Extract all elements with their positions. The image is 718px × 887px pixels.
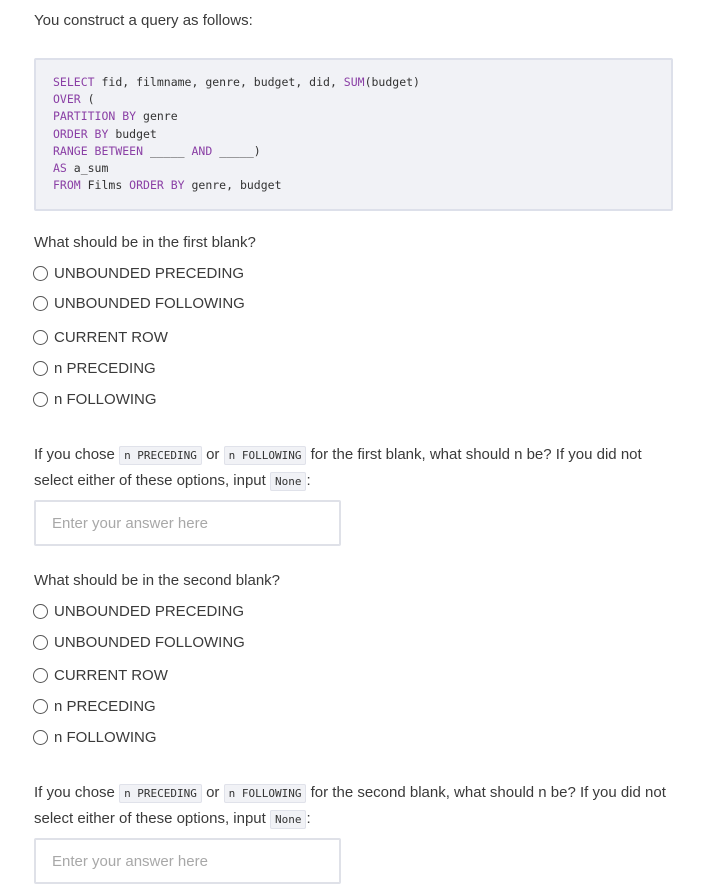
- code-text: fid, filmname, genre, budget, did,: [94, 75, 344, 89]
- question-second-n-value: [34, 780, 679, 832]
- keyword: OVER: [53, 92, 81, 107]
- code-line-6: [53, 160, 654, 177]
- question-text: for the second blank, what should n be? If you did not select either of these options, input: [34, 784, 666, 827]
- code-text: Films: [80, 178, 130, 193]
- intro-text: You construct a query as follows:: [34, 12, 253, 29]
- question-first-blank: What should be in the first blank?: [34, 234, 256, 251]
- option-label: n FOLLOWING: [54, 728, 157, 746]
- code-text: (budget): [364, 75, 420, 89]
- question-text: If you chose: [34, 446, 120, 463]
- inline-code: n FOLLOWING: [224, 784, 307, 803]
- radio-button[interactable]: [33, 635, 48, 650]
- q3-option-current-row[interactable]: [33, 665, 168, 685]
- code-text: genre, budget: [184, 178, 282, 193]
- code-text: genre: [136, 109, 178, 124]
- keyword: RANGE BETWEEN: [53, 143, 144, 158]
- inline-code: None: [270, 810, 307, 829]
- question-text: or: [201, 446, 224, 463]
- keyword: SELECT: [53, 75, 95, 89]
- radio-button[interactable]: [33, 361, 48, 376]
- question-text: :: [306, 472, 311, 489]
- q1-option-unbounded-preceding[interactable]: [33, 263, 244, 283]
- keyword: ORDER BY: [129, 178, 185, 193]
- q1-option-unbounded-following[interactable]: [33, 293, 245, 313]
- inline-code: n FOLLOWING: [224, 446, 307, 465]
- radio-button[interactable]: [33, 604, 48, 619]
- sql-query: [53, 74, 654, 194]
- q1-option-n-preceding[interactable]: [33, 358, 156, 378]
- inline-code: n PRECEDING: [119, 784, 202, 803]
- keyword: PARTITION BY: [53, 109, 137, 124]
- radio-button[interactable]: [33, 699, 48, 714]
- option-label: n PRECEDING: [54, 697, 156, 715]
- code-text: (: [80, 92, 95, 107]
- q1-option-current-row[interactable]: [33, 327, 168, 347]
- option-label: UNBOUNDED PRECEDING: [54, 264, 245, 282]
- code-line-5: [53, 143, 654, 160]
- code-text: _____: [143, 143, 192, 158]
- radio-button[interactable]: [33, 392, 48, 407]
- question-second-blank: What should be in the second blank?: [34, 572, 280, 589]
- keyword: AND: [191, 143, 213, 158]
- inline-code: n PRECEDING: [119, 446, 202, 465]
- code-line-3: [53, 108, 654, 125]
- radio-button[interactable]: [33, 266, 48, 281]
- code-line-4: [53, 126, 654, 143]
- q3-option-unbounded-following[interactable]: [33, 632, 245, 652]
- q3-option-n-preceding[interactable]: [33, 696, 156, 716]
- option-label: CURRENT ROW: [54, 328, 168, 346]
- first-n-answer-input[interactable]: [34, 500, 341, 546]
- radio-button[interactable]: [33, 330, 48, 345]
- option-label: CURRENT ROW: [54, 666, 168, 684]
- second-n-answer-input[interactable]: [34, 838, 341, 884]
- radio-button[interactable]: [33, 730, 48, 745]
- question-first-n-value: [34, 442, 679, 494]
- q1-option-n-following[interactable]: [33, 389, 157, 409]
- code-line-1: [53, 74, 654, 91]
- option-label: UNBOUNDED PRECEDING: [54, 602, 245, 620]
- code-text: a_sum: [66, 160, 109, 175]
- option-label: n FOLLOWING: [54, 390, 157, 408]
- code-line-7: [53, 177, 654, 194]
- radio-button[interactable]: [33, 296, 48, 311]
- code-text: _____): [212, 143, 261, 158]
- keyword: ORDER BY: [53, 126, 109, 141]
- keyword: FROM: [53, 178, 81, 193]
- option-label: n PRECEDING: [54, 359, 156, 377]
- function-name: SUM: [343, 75, 365, 89]
- inline-code: None: [270, 472, 307, 491]
- q3-option-n-following[interactable]: [33, 727, 157, 747]
- question-text: for the first blank, what should n be? If you did not select either of these options, input: [34, 446, 642, 489]
- question-text: If you chose: [34, 784, 120, 801]
- question-text: :: [306, 810, 311, 827]
- question-text: or: [201, 784, 224, 801]
- code-block: [34, 58, 673, 211]
- code-line-2: [53, 91, 654, 108]
- q3-option-unbounded-preceding[interactable]: [33, 601, 244, 621]
- radio-button[interactable]: [33, 668, 48, 683]
- option-label: UNBOUNDED FOLLOWING: [54, 294, 245, 312]
- option-label: UNBOUNDED FOLLOWING: [54, 633, 245, 651]
- keyword: AS: [53, 160, 67, 175]
- code-text: budget: [108, 126, 157, 141]
